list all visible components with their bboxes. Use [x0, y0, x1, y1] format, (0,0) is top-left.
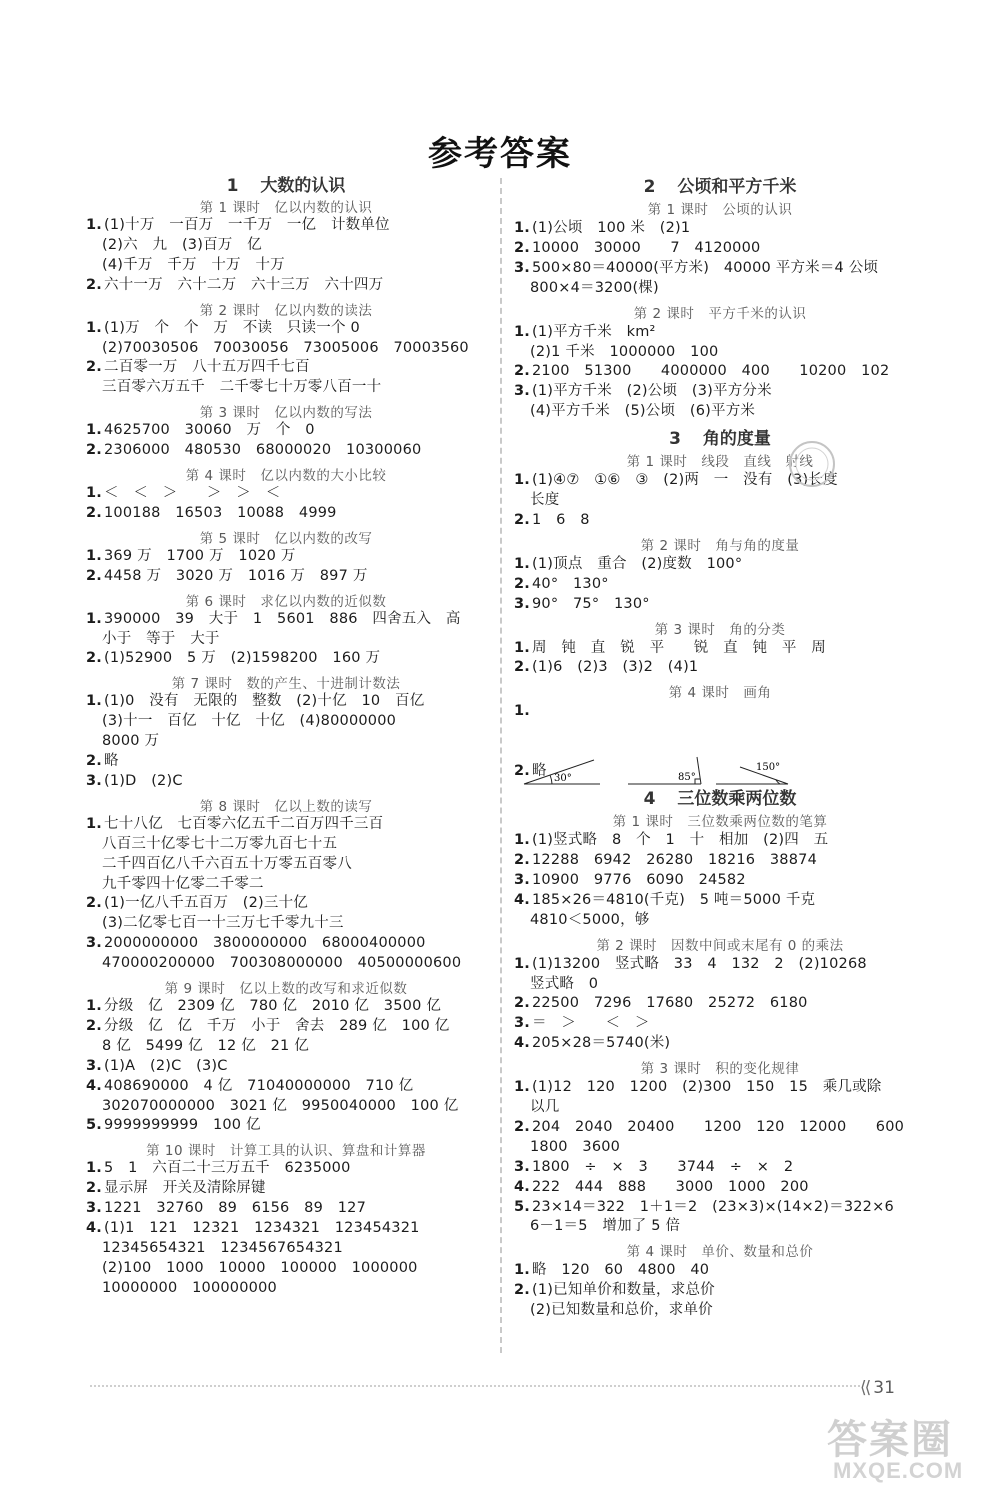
question-number: 2. — [514, 363, 530, 380]
answer-line — [86, 441, 421, 459]
question-number: 5. — [514, 1198, 530, 1215]
answer-line — [86, 1017, 449, 1035]
answer-text: 22500 7296 17680 25272 6180 — [532, 995, 808, 1012]
answer-line — [530, 1098, 559, 1116]
answer-text: (1)十万 一百万 一千万 一亿 计数单位 — [104, 217, 390, 233]
double-chevron-left-icon: ⟨⟨ — [860, 1378, 870, 1398]
question-number: 4. — [514, 1035, 530, 1052]
question-number: 1. — [86, 1160, 102, 1177]
answer-line — [86, 1219, 420, 1237]
question-number: 2. — [514, 995, 530, 1012]
answer-line — [530, 491, 559, 509]
answer-line — [86, 504, 337, 522]
answer-text: (4)平方千米 (5)公顷 (6)平方米 — [530, 403, 756, 420]
answer-text: (2)70030506 70030056 73005006 70003560 — [102, 339, 469, 356]
lesson-heading: 第 7 课时 数的产生、十进制计数法 — [171, 676, 401, 693]
answer-line — [102, 630, 220, 648]
angle-figure — [518, 755, 808, 789]
answer-text: (2)六 九 (3)百万 亿 — [102, 236, 262, 253]
answer-text: 185×26＝4810(千克) 5 吨＝5000 千克 — [532, 891, 816, 908]
answer-line — [514, 239, 760, 257]
answer-line — [86, 1077, 413, 1095]
answer-text: 23×14＝322 1＋1＝2 (23×3)×(14×2)＝322×6 — [532, 1198, 894, 1215]
answer-line — [86, 358, 310, 376]
answer-text: 390000 39 大于 1 5601 886 四舍五入 高 — [104, 610, 461, 627]
answer-line — [514, 851, 817, 869]
question-number: 1. — [86, 610, 102, 627]
answer-line — [530, 1217, 680, 1235]
answer-line — [102, 1097, 458, 1115]
lesson-heading: 第 1 课时 亿以内数的认识 — [199, 200, 373, 216]
answer-line — [86, 1116, 261, 1134]
answer-line — [530, 343, 718, 361]
section-number: 3 — [669, 429, 681, 450]
section-number: 1 — [226, 176, 239, 196]
question-number: 2. — [86, 567, 102, 584]
question-number: 3. — [514, 595, 530, 612]
answer-text: (1)6 (2)3 (3)2 (4)1 — [532, 659, 699, 676]
answer-line — [102, 378, 381, 396]
section-title: 角的度量 — [702, 429, 771, 450]
answer-text: 1800 ÷ × 3 3744 ÷ × 2 — [532, 1158, 794, 1175]
answer-text: 1800 3600 — [530, 1138, 621, 1155]
answer-text: (1)公顷 100 米 (2)1 — [532, 220, 691, 236]
answer-line — [514, 1118, 904, 1136]
answer-line — [514, 871, 746, 889]
answer-text: 显示屏 开关及清除屏键 — [104, 1180, 266, 1197]
lesson-heading: 第 10 课时 计算工具的认识、算盘和计算器 — [146, 1143, 426, 1160]
watermark-logo — [823, 1408, 993, 1488]
question-number: 2. — [86, 650, 102, 667]
answer-text: 九千零四十亿零二千零二 — [102, 875, 264, 892]
answer-text: 302070000000 3021 亿 9950040000 100 亿 — [102, 1097, 459, 1114]
answer-text: 2000000000 3800000000 68000400000 — [104, 935, 426, 952]
answer-line — [514, 575, 609, 593]
answer-line — [86, 1199, 366, 1217]
answer-text: 369 万 1700 万 1020 万 — [104, 547, 296, 564]
answer-line — [86, 894, 308, 912]
answer-text: 205×28＝5740(米) — [532, 1035, 671, 1052]
lesson-heading: 第 6 课时 求亿以内数的近似数 — [185, 593, 387, 610]
answer-text: (1)已知单价和数量，求总价 — [532, 1282, 715, 1299]
answer-text: 1 6 8 — [532, 511, 590, 528]
answer-text: 略 — [532, 763, 547, 780]
answer-line — [86, 649, 380, 667]
answer-text: 七十八亿 七百零六亿五千二百万四千三百 — [104, 815, 384, 832]
lesson-heading: 第 1 课时 线段 直线 射线 — [626, 454, 814, 471]
answer-text: (1)52900 5 万 (2)1598200 160 万 — [104, 650, 381, 667]
answer-line — [86, 815, 383, 833]
answer-text: 小于 等于 大于 — [102, 630, 220, 647]
answer-text: 8000 万 — [102, 733, 160, 750]
answer-text: 100188 16503 10088 4999 — [104, 504, 337, 521]
answer-line — [530, 975, 598, 993]
answer-text: 略 — [104, 753, 119, 769]
question-number: 2. — [514, 763, 530, 780]
answer-line — [514, 323, 656, 341]
question-number: 1. — [514, 703, 530, 720]
question-number: 2. — [514, 1118, 530, 1135]
question-number: 4. — [514, 1178, 530, 1195]
answer-line — [530, 402, 755, 420]
section-number: 4 — [643, 789, 656, 810]
page-number — [860, 1378, 930, 1404]
answer-line — [530, 279, 659, 297]
question-number: 2. — [514, 575, 530, 592]
answer-text: 10000000 100000000 — [102, 1279, 277, 1296]
lesson-heading: 第 2 课时 平方千米的认识 — [633, 305, 807, 322]
lesson-heading: 第 5 课时 亿以内数的改写 — [199, 530, 373, 547]
answer-line — [514, 219, 690, 237]
answer-text: 六十一万 六十二万 六十三万 六十四万 — [104, 276, 384, 293]
answer-line — [86, 752, 119, 770]
question-number: 3. — [514, 1015, 530, 1032]
answer-text: (1)13200 竖式略 33 4 132 2 (2)10268 — [532, 955, 867, 972]
question-number: 1. — [514, 955, 530, 972]
angle-150 — [716, 762, 788, 784]
answer-line — [86, 216, 390, 234]
answer-line — [514, 658, 698, 676]
answer-text: (3)十一 百亿 十亿 十亿 (4)80000000 — [102, 713, 397, 730]
question-number: 2. — [86, 895, 102, 912]
question-number: 1. — [514, 639, 530, 656]
answer-line — [514, 511, 590, 529]
answer-line — [514, 955, 867, 973]
answer-text: 周 钝 直 锐 平 锐 直 钝 平 周 — [532, 639, 826, 656]
answer-text: 408690000 4 亿 71040000000 710 亿 — [104, 1077, 414, 1094]
answer-text: 5 1 六百二十三万五千 6235000 — [104, 1160, 351, 1177]
question-number: 2. — [86, 1180, 102, 1197]
page-title: 参考答案 — [428, 134, 572, 174]
answer-line — [514, 994, 808, 1012]
answer-text: 6－1＝5 增加了 5 倍 — [530, 1218, 681, 1235]
answer-text: (1)竖式略 8 个 1 十 相加 (2)四 五 — [532, 832, 829, 849]
answer-line — [514, 639, 826, 657]
answer-line — [102, 732, 159, 750]
answer-text: (1)12 120 1200 (2)300 150 15 乘几或除 — [532, 1079, 882, 1096]
question-number: 2. — [86, 442, 102, 459]
answer-line — [102, 339, 469, 357]
answer-text: 八百三十亿零七十二万零九百七十五 — [102, 835, 338, 852]
answer-line — [102, 1279, 277, 1297]
section-title: 公顷和平方千米 — [677, 177, 797, 197]
answer-line — [86, 547, 296, 565]
question-number: 1. — [514, 1262, 530, 1279]
section-title: 大数的认识 — [260, 176, 346, 196]
lesson-heading: 第 4 课时 亿以内数的大小比较 — [185, 468, 387, 484]
answer-text: (2)100 1000 10000 100000 1000000 — [102, 1259, 418, 1276]
lesson-heading: 第 2 课时 亿以内数的读法 — [199, 302, 373, 319]
answer-line — [102, 236, 262, 254]
answer-text: (2)1 千米 1000000 100 — [530, 343, 719, 360]
question-number: 2. — [86, 504, 102, 521]
answer-line — [514, 891, 815, 909]
answer-line — [86, 1159, 351, 1177]
answer-text: 二千四百亿八千六百五十万零五百零八 — [102, 855, 352, 872]
question-number: 1. — [514, 1079, 530, 1096]
question-number: 1. — [86, 693, 102, 710]
answer-text: (1)D (2)C — [104, 772, 183, 789]
answer-text: 2306000 480530 68000020 10300060 — [104, 442, 422, 459]
question-number: 3. — [514, 871, 530, 888]
answer-line — [514, 1014, 650, 1032]
section-heading — [520, 424, 920, 449]
answer-text: 4625700 30060 万 个 0 — [104, 422, 315, 439]
question-number: 1. — [514, 832, 530, 849]
question-number: 3. — [514, 1158, 530, 1175]
answer-text: 470000200000 700308000000 40500000600 — [102, 955, 462, 972]
answer-line — [514, 1078, 882, 1096]
page-number-text: 31 — [873, 1378, 895, 1398]
answer-text: 4458 万 3020 万 1016 万 897 万 — [104, 567, 368, 584]
question-number: 3. — [86, 1057, 102, 1074]
question-number: 2. — [514, 1282, 530, 1299]
answer-text: 12288 6942 26280 18216 38874 — [532, 852, 818, 868]
answer-line — [102, 1259, 418, 1277]
section-heading — [86, 171, 486, 196]
question-number: 1. — [514, 220, 530, 236]
lesson-heading: 第 8 课时 亿以上数的读写 — [199, 798, 373, 815]
question-number: 1. — [86, 815, 102, 832]
answer-line — [86, 276, 383, 294]
question-number: 2. — [86, 1017, 102, 1034]
watermark-main: 答案圈 — [827, 1417, 953, 1463]
question-number: 1. — [514, 555, 530, 572]
angle-label: 30° — [554, 773, 572, 784]
answer-text: (1)平方千米 (2)公顷 (3)平方分米 — [532, 383, 772, 400]
question-number: 4. — [514, 891, 530, 908]
answer-text: 分级 亿 2309 亿 780 亿 2010 亿 3500 亿 — [104, 998, 442, 1014]
answer-text: (1)④⑦ ①⑥ ③ (2)两 一 没有 (3)长度 — [532, 472, 838, 489]
question-number: 1. — [86, 485, 102, 501]
question-number: 2. — [86, 753, 102, 769]
answer-text: 10900 9776 6090 24582 — [532, 871, 746, 888]
section-number: 2 — [643, 177, 656, 197]
answer-text: 10000 30000 7 4120000 — [532, 239, 761, 256]
answer-text: 以几 — [530, 1099, 560, 1115]
question-number: 5. — [86, 1117, 102, 1134]
answer-line — [514, 1261, 709, 1279]
question-number: 3. — [86, 1200, 102, 1217]
answer-line — [530, 911, 650, 929]
question-number: 4. — [86, 1077, 102, 1094]
watermark-sub: MXQE.COM — [833, 1458, 964, 1483]
question-number: 1. — [86, 319, 102, 336]
answer-text: (4)千万 千万 十万 十万 — [102, 256, 285, 273]
question-number: 1. — [514, 323, 530, 340]
question-number: 2. — [514, 511, 530, 528]
answer-line — [86, 1179, 266, 1197]
answer-line — [514, 1281, 715, 1299]
answer-text: 500×80＝40000(平方米) 40000 平方米＝4 公顷 — [532, 259, 879, 276]
angle-label: 85° — [678, 772, 696, 783]
answer-line — [514, 1034, 670, 1052]
answer-line — [86, 934, 426, 952]
lesson-heading: 第 4 课时 画角 — [668, 685, 772, 702]
angle-85 — [628, 757, 701, 784]
answer-line — [102, 256, 285, 274]
question-number: 1. — [86, 217, 102, 233]
answer-line — [514, 382, 772, 400]
angle-label: 150° — [756, 762, 781, 773]
answer-line — [102, 954, 461, 972]
lesson-heading: 第 3 课时 亿以内数的写法 — [199, 405, 373, 422]
question-number: 2. — [86, 276, 102, 293]
answer-text: 800×4＝3200(棵) — [530, 279, 659, 296]
question-number: 1. — [514, 472, 530, 489]
answer-text: 40° 130° — [532, 575, 609, 592]
answer-line — [530, 1301, 713, 1319]
answer-line — [102, 1037, 309, 1055]
lesson-heading: 第 3 课时 积的变化规律 — [640, 1061, 800, 1078]
answer-line — [86, 692, 424, 710]
answer-text: 90° 75° 130° — [532, 595, 650, 612]
answer-text: 长度 — [530, 492, 560, 508]
answer-text: 222 444 888 3000 1000 200 — [532, 1178, 809, 1195]
answer-text: (1)顶点 重合 (2)度数 100° — [532, 555, 743, 572]
question-number: 1. — [86, 422, 102, 439]
answer-line — [102, 875, 264, 893]
stamp-icon — [786, 438, 838, 490]
lesson-heading: 第 4 课时 单价、数量和总价 — [626, 1244, 814, 1261]
answer-line — [102, 914, 344, 932]
answer-line — [514, 831, 828, 849]
answer-line — [86, 484, 280, 502]
answer-text: (1)1 121 12321 1234321 123454321 — [104, 1220, 420, 1236]
answer-text: 1221 32760 89 6156 89 127 — [104, 1200, 367, 1217]
answer-text: 9999999999 100 亿 — [104, 1117, 261, 1134]
answer-text: (1)0 没有 无限的 整数 (2)十亿 10 百亿 — [104, 693, 425, 710]
answer-text: 分级 亿 亿 千万 小于 舍去 289 亿 100 亿 — [104, 1017, 450, 1034]
lesson-heading: 第 1 课时 三位数乘两位数的笔算 — [612, 814, 828, 831]
answer-text: 三百零六万五千 二千零七十万零八百一十 — [102, 379, 382, 396]
question-number: 3. — [514, 383, 530, 400]
question-number: 3. — [86, 772, 102, 789]
question-number: 3. — [514, 259, 530, 276]
answer-line — [86, 567, 368, 585]
question-number: 4. — [86, 1220, 102, 1236]
question-number: 2. — [514, 852, 530, 868]
answer-line — [514, 1198, 894, 1216]
answer-text: (2)已知数量和总价，求单价 — [530, 1302, 713, 1319]
answer-line — [86, 1057, 228, 1075]
column-divider — [500, 178, 502, 1353]
question-number: 2. — [514, 659, 530, 676]
lesson-heading: 第 2 课时 因数中间或末尾有 0 的乘法 — [596, 937, 844, 954]
answer-text: 4810＜5000，够 — [530, 911, 650, 928]
answer-line — [514, 1158, 793, 1176]
section-heading — [520, 172, 920, 197]
answer-text: (3)二亿零七百一十三万七千零九十三 — [102, 915, 344, 932]
answer-line — [514, 259, 878, 277]
answer-line — [86, 421, 315, 439]
answer-text: (1)万 个 个 万 不读 只读一个 0 — [104, 319, 360, 336]
answer-text: 竖式略 0 — [530, 975, 599, 992]
answer-line — [86, 319, 360, 337]
answer-text: (1)A (2)C (3)C — [104, 1057, 228, 1074]
answer-text: 略 120 60 4800 40 — [532, 1262, 710, 1279]
footer-rule — [90, 1385, 860, 1387]
lesson-heading: 第 1 课时 公顷的认识 — [647, 202, 793, 218]
answer-line — [86, 610, 461, 628]
answer-text: 2100 51300 4000000 400 10200 102 — [532, 363, 890, 380]
answer-line — [514, 1178, 809, 1196]
answer-line — [514, 362, 889, 380]
angle-30 — [524, 760, 600, 784]
question-number: 2. — [514, 239, 530, 256]
answer-line — [86, 997, 441, 1015]
answer-text: 8 亿 5499 亿 12 亿 21 亿 — [102, 1037, 309, 1054]
section-title: 三位数乘两位数 — [677, 789, 797, 810]
answer-text: (1)一亿八千五百万 (2)三十亿 — [104, 895, 308, 912]
answer-line — [102, 835, 337, 853]
answer-text: 204 2040 20400 1200 120 12000 600 — [532, 1118, 905, 1135]
answer-line — [102, 712, 396, 730]
answer-text: 二百零一万 八十五万四千七百 — [104, 359, 310, 376]
answer-line — [86, 772, 183, 790]
answer-text: ＜ ＜ ＞ ＞ ＞ ＜ — [104, 485, 281, 501]
question-number: 2. — [86, 359, 102, 376]
answer-text: (1)平方千米 km² — [532, 323, 656, 340]
answer-text: ＝ ＞ ＜ ＞ — [532, 1015, 650, 1032]
lesson-heading: 第 9 课时 亿以上数的改写和求近似数 — [164, 981, 408, 997]
lesson-heading: 第 2 课时 角与角的度量 — [640, 537, 800, 554]
answer-line — [102, 1239, 343, 1257]
question-number: 1. — [86, 547, 102, 564]
answer-line — [514, 555, 742, 573]
lesson-heading: 第 3 课时 角的分类 — [654, 621, 786, 638]
answer-line — [514, 702, 532, 720]
answer-line — [514, 595, 650, 613]
question-number: 3. — [86, 935, 102, 952]
answer-text: 12345654321 1234567654321 — [102, 1239, 343, 1256]
answer-line — [102, 855, 352, 873]
question-number: 1. — [86, 998, 102, 1014]
answer-line — [530, 1138, 620, 1156]
